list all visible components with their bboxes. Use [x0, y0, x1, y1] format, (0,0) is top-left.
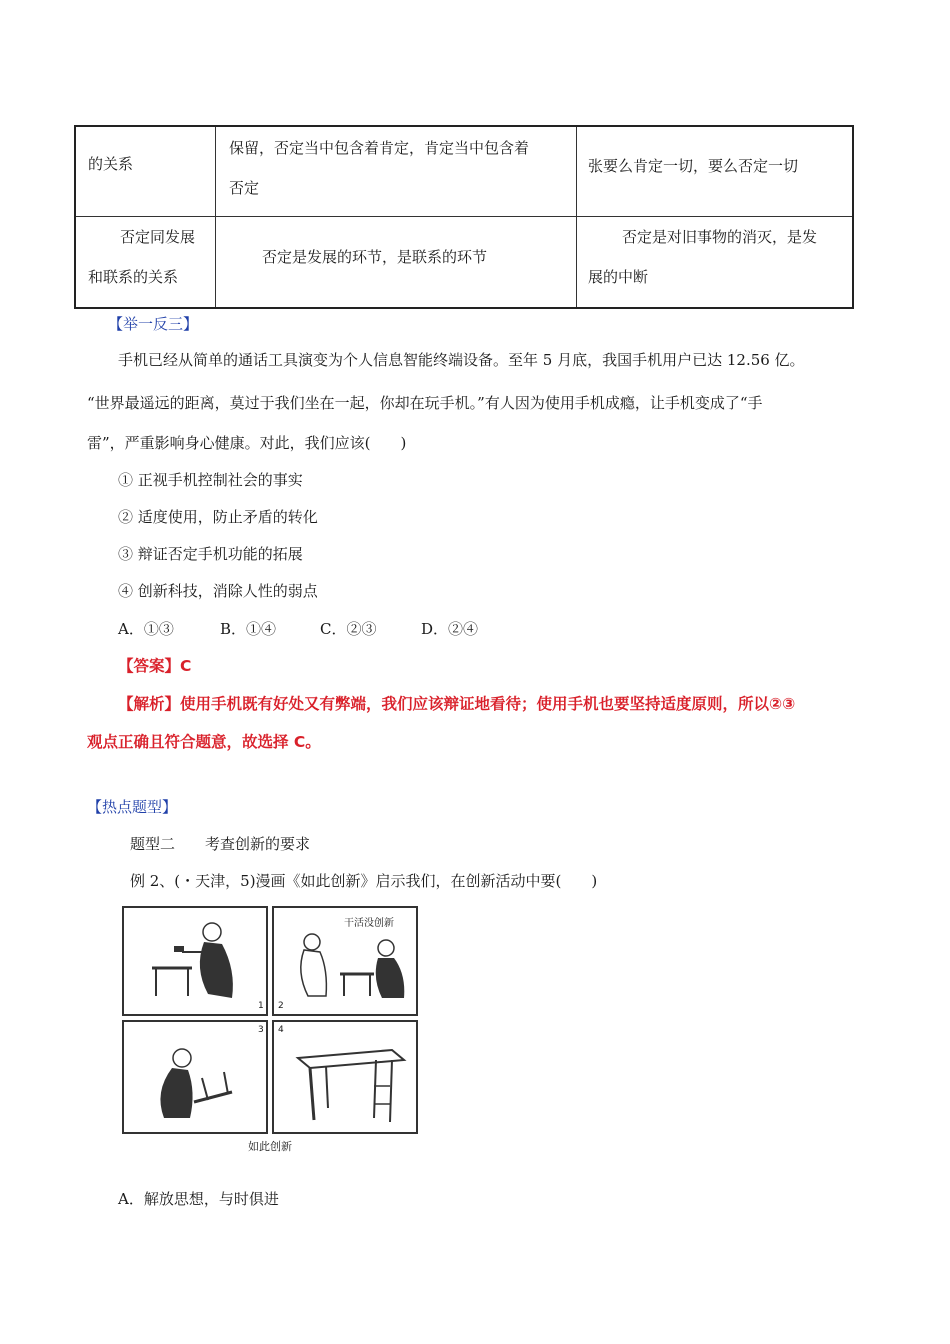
analysis-line: 观点正确且符合题意，故选择 C。	[87, 733, 321, 751]
option-item: ② 适度使用，防止矛盾的转化	[118, 508, 318, 526]
table-cell: 和联系的关系	[88, 268, 179, 286]
question-line: 手机已经从简单的通话工具演变为个人信息智能终端设备。至年 5 月底，我国手机用户已达 12.56 亿。	[118, 351, 805, 369]
answer-value: C	[180, 657, 192, 675]
panel-number: 3	[258, 1025, 264, 1035]
choice-d: D．②④	[421, 620, 479, 638]
question-line: “世界最遥远的距离，莫过于我们坐在一起，你却在玩手机。”有人因为使用手机成瘾，让手机变成了“手	[87, 394, 763, 412]
analysis-label: 【解析】	[118, 695, 181, 713]
table-cell: 否定是发展的环节，是联系的环节	[262, 248, 488, 266]
answer-label: 【答案】	[118, 657, 181, 675]
analysis-text: 使用手机既有好处又有弊端，我们应该辩证地看待；使用手机也要坚持适度原则，所以②③	[180, 695, 796, 713]
option-item: ③ 辩证否定手机功能的拓展	[118, 545, 303, 563]
speech-bubble: 干活没创新	[344, 918, 394, 929]
table-cell: 保留，否定当中包含着肯定，肯定当中包含着	[229, 139, 530, 157]
comic-image	[122, 906, 418, 1158]
panel-number: 4	[278, 1025, 284, 1035]
table-cell: 否定同发展	[120, 228, 196, 246]
question-line: 雷”，严重影响身心健康。对此，我们应该( )	[87, 434, 407, 452]
comic-drawing	[274, 1022, 416, 1132]
table-cell: 的关系	[88, 155, 134, 173]
comic-panel	[122, 1020, 268, 1134]
comparison-table	[74, 125, 854, 309]
option-item: ① 正视手机控制社会的事实	[118, 471, 303, 489]
comic-panel	[272, 1020, 418, 1134]
table-cell: 展的中断	[588, 268, 649, 286]
answer-line	[118, 654, 191, 676]
example-question: 例 2、(・天津，5)漫画《如此创新》启示我们，在创新活动中要( )	[130, 872, 598, 890]
choice-b: B．①④	[220, 620, 277, 638]
table-cell: 否定	[229, 179, 260, 197]
comic-panel	[272, 906, 418, 1016]
option-a: A．解放思想，与时俱进	[118, 1190, 279, 1208]
comic-drawing	[124, 1022, 266, 1132]
comic-caption: 如此创新	[248, 1140, 292, 1153]
panel-number: 2	[278, 1001, 284, 1011]
option-item: ④ 创新科技，消除人性的弱点	[118, 582, 318, 600]
panel-number: 1	[258, 1001, 264, 1011]
question-type-title: 题型二 考查创新的要求	[130, 835, 311, 853]
section-heading: 【举一反三】	[108, 315, 199, 333]
comic-panel	[122, 906, 268, 1016]
choice-c: C．②③	[320, 620, 377, 638]
table-cell: 张要么肯定一切，要么否定一切	[588, 157, 799, 175]
analysis-line	[118, 692, 795, 714]
table-cell: 否定是对旧事物的消灭，是发	[622, 228, 818, 246]
comic-drawing	[124, 908, 266, 1014]
section-heading: 【热点题型】	[87, 798, 178, 816]
choice-a: A．①③	[118, 620, 174, 638]
